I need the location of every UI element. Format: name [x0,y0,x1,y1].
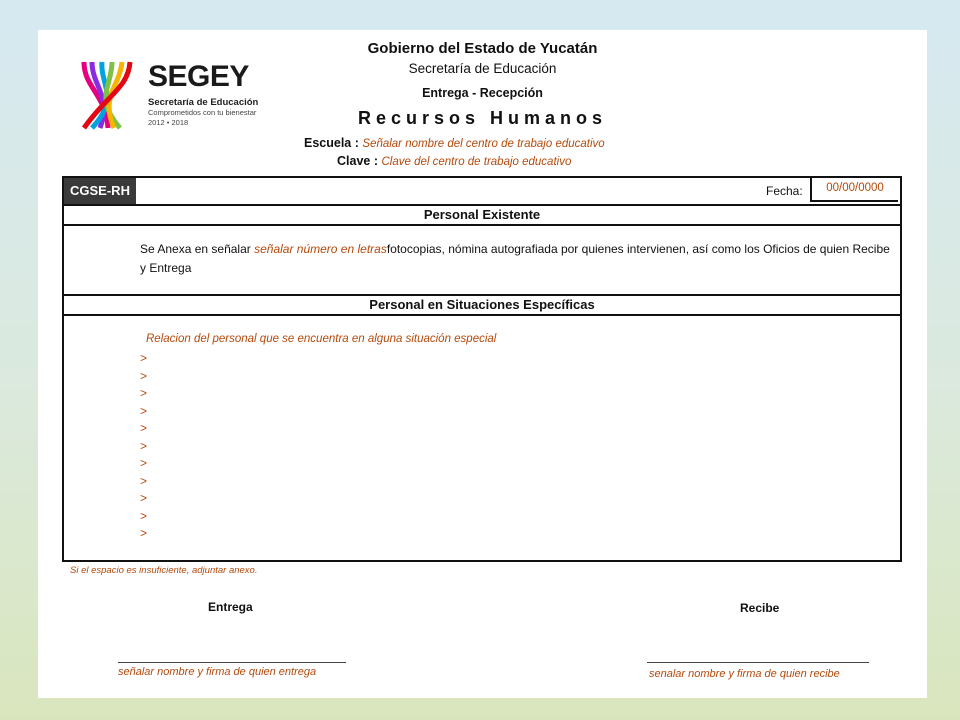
logo-tagline: Comprometidos con tu bienestar [148,108,257,117]
deliver-signature-field[interactable]: señalar nombre y firma de quien entrega [118,666,317,678]
annex-suffix: fotocopias, nómina autografiada por quienes intervienen, así como los Oficios de quien Recibe y Entrega [140,242,890,275]
receive-signature-field[interactable]: senalar nombre y firma de quien recibe [649,668,840,680]
relation-text[interactable]: Relacion del personal que se encuentra en alguna situación especial [146,333,497,345]
deliver-label: Entrega [208,600,253,614]
insufficient-space-note: Si el espacio es insuficiente, adjuntar anexo. [70,565,258,576]
list-item[interactable]: > [140,526,148,540]
key-label: Clave : [337,154,378,168]
date-field[interactable]: 00/00/0000 [810,176,898,202]
secretariat-title: Secretaría de Educación [408,61,557,76]
logo-subtitle: Secretaría de Educación [148,97,259,108]
list-item[interactable]: > [140,403,148,418]
government-title: Gobierno del Estado de Yucatán [367,40,598,57]
list-item[interactable]: > [140,421,148,435]
section-header-specific: Personal en Situaciones Específicas [64,294,900,316]
list-item[interactable]: > [140,438,148,453]
list-item[interactable]: > [140,491,148,505]
receive-label: Recibe [740,601,780,615]
school-row [304,136,605,150]
document-sheet [38,30,927,698]
annex-paragraph [140,240,890,278]
section-header-existing: Personal Existente [64,204,900,226]
list-item[interactable]: > [140,351,148,365]
receive-signature-line [647,662,869,663]
deliver-signature-line [118,662,346,663]
annex-prefix: Se Anexa en señalar [140,242,255,256]
logo-brand: SEGEY [148,60,249,93]
logo-years: 2012 • 2018 [148,118,189,127]
form-code: CGSE-RH [64,178,136,204]
list-item[interactable]: > [140,386,148,400]
school-label: Escuela : [304,136,359,150]
key-value: Clave del centro de trabajo educativo [381,156,572,168]
annex-fill-field[interactable]: señalar número en letras [254,242,387,256]
school-value: Señalar nombre del centro de trabajo educativo [362,138,605,150]
list-item[interactable]: > [140,368,148,383]
bullet-list [140,350,147,543]
form-frame [62,176,902,562]
process-title: Entrega - Recepción [422,86,543,100]
key-row [337,154,571,168]
list-item[interactable]: > [140,456,148,470]
section-title: Recursos Humanos [357,108,608,128]
date-label: Fecha: [766,184,803,198]
list-item[interactable]: > [140,508,148,523]
list-item[interactable]: > [140,473,148,488]
